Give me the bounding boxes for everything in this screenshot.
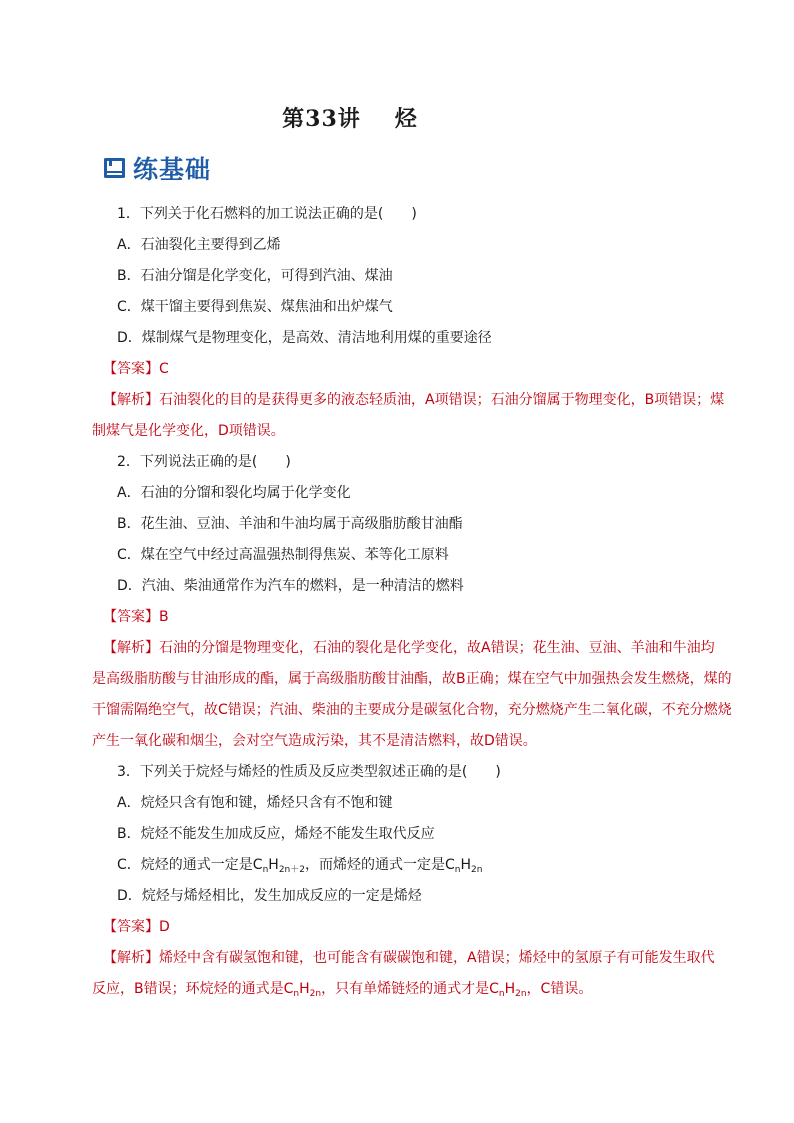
answer (103, 359, 723, 390)
explanation-tag: 【解析】 (103, 392, 159, 408)
option-b: B．烷烃不能发生加成反应，烯烃不能发生取代反应 (117, 826, 435, 842)
option-d: D．煤制煤气是物理变化，是高效、清洁地利用煤的重要途径 (117, 330, 492, 346)
explanation-line: 石油裂化的目的是获得更多的液态轻质油，A项错误；石油分馏属于物理变化，B项错误；煤 (159, 392, 725, 408)
question-1 (92, 204, 725, 452)
option-d: D．汽油、柴油通常作为汽车的燃料，是一种清洁的燃料 (117, 578, 464, 594)
explanation-line: 反应，B错误；环烷烃的通式是$C_nH_{2n}$，只有单烯链烃的通式才是$C_nH_{2n}$，C错误。 (92, 981, 593, 999)
option-d: D．烷烃与烯烃相比，发生加成反应的一定是烯烃 (117, 888, 422, 904)
answer (103, 607, 723, 638)
answer-tag: 【答案】 (103, 361, 159, 377)
lecture-topic: 烃 (394, 106, 418, 132)
answer-tag: 【答案】 (103, 919, 159, 935)
answer-value: D (159, 919, 170, 935)
page-title (0, 102, 700, 133)
answer (103, 917, 723, 948)
explanation (103, 390, 723, 421)
option-c: C．煤干馏主要得到焦炭、煤焦油和出炉煤气 (117, 299, 393, 315)
section-title: 练基础 (133, 155, 212, 184)
question-2 (92, 452, 732, 762)
lecture-number: 第33讲 (282, 106, 361, 132)
explanation (103, 638, 723, 669)
option-a: A．石油的分馏和裂化均属于化学变化 (117, 485, 351, 501)
explanation-line: 烯烃中含有碳氢饱和键，也可能含有碳碳饱和键，A错误；烯烃中的氢原子有可能发生取代 (159, 950, 715, 966)
option-a: A．石油裂化主要得到乙烯 (117, 237, 281, 253)
question-stem: 3．下列关于烷烃与烯烃的性质及反应类型叙述正确的是( ) (117, 764, 501, 780)
option-b: B．石油分馏是化学变化，可得到汽油、煤油 (117, 268, 393, 284)
explanation-line: 干馏需隔绝空气，故C错误；汽油、柴油的主要成分是碳氢化合物，充分燃烧产生二氧化碳，不充分燃烧 (92, 702, 732, 718)
explanation-line: 制煤气是化学变化，D项错误。 (92, 423, 285, 439)
explanation-line: 石油的分馏是物理变化，石油的裂化是化学变化，故A错误；花生油、豆油、羊油和牛油均 (159, 640, 715, 656)
explanation (103, 948, 723, 979)
option-a: A．烷烃只含有饱和键，烯烃只含有不饱和键 (117, 795, 393, 811)
question-stem: 2．下列说法正确的是( ) (117, 454, 291, 470)
explanation-tag: 【解析】 (103, 640, 159, 656)
answer-tag: 【答案】 (103, 609, 159, 625)
section-header (103, 152, 211, 184)
explanation-line: 产生一氧化碳和烟尘，会对空气造成污染，其不是清洁燃料，故D错误。 (92, 733, 537, 749)
question-stem: 1．下列关于化石燃料的加工说法正确的是( ) (117, 206, 417, 222)
option-c: C．烷烃的通式一定是$C_nH_{2n+2}$，而烯烃的通式一定是$C_nH_{2n}$ (117, 857, 483, 875)
question-list (92, 204, 732, 1010)
question-3 (92, 762, 723, 1010)
explanation-tag: 【解析】 (103, 950, 159, 966)
answer-value: B (159, 609, 169, 625)
option-b: B．花生油、豆油、羊油和牛油均属于高级脂肪酸甘油酯 (117, 516, 463, 532)
answer-value: C (159, 361, 169, 377)
book-icon (103, 156, 127, 180)
option-c: C．煤在空气中经过高温强热制得焦炭、苯等化工原料 (117, 547, 449, 563)
explanation-line: 是高级脂肪酸与甘油形成的酯，属于高级脂肪酸甘油酯，故B正确；煤在空气中加强热会发生燃烧，煤的 (92, 671, 732, 687)
